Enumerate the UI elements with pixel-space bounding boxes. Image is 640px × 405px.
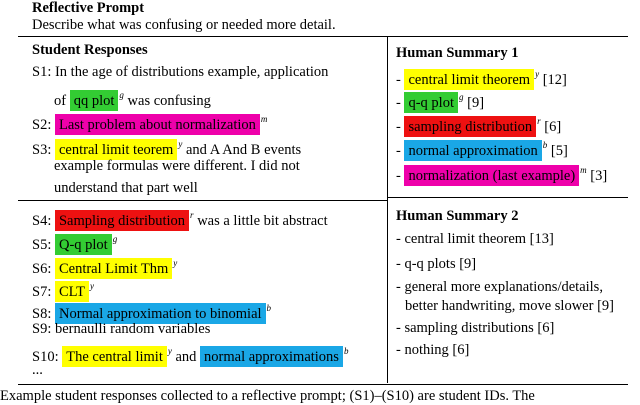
summary2-item: - general more explanations/details, xyxy=(396,279,603,295)
summary2-heading: Human Summary 2 xyxy=(396,208,519,224)
prompt-title: Reflective Prompt xyxy=(32,0,145,16)
highlight-normalization: Last problem about normalization xyxy=(55,114,260,135)
response-s10: S10: The central limit $^y$ and normal approximations $^b$ xyxy=(32,346,349,365)
highlight-normal-approximations: normal approximations xyxy=(200,346,343,367)
response-s1-line2: of qq plot $^g$ was confusing xyxy=(54,90,211,109)
response-s8: S8: Normal approximation to binomial $^b$ xyxy=(32,303,272,322)
summary1-item: - q-q plot $^g$ [9] xyxy=(396,92,485,111)
prompt-text: Describe what was confusing or needed more detail. xyxy=(32,17,336,33)
student-heading: Student Responses xyxy=(32,42,148,58)
response-s6: S6: Central Limit Thm $^y$ xyxy=(32,258,178,277)
summary1-heading: Human Summary 1 xyxy=(396,45,519,61)
column-divider xyxy=(387,36,388,383)
response-s4: S4: Sampling distribution $^r$ was a little bit abstract xyxy=(32,210,328,229)
highlight-clt-short: CLT xyxy=(55,281,89,302)
summary-divider xyxy=(387,197,628,198)
summary1-item: - sampling distribution $^r$ [6] xyxy=(396,116,562,135)
response-s1-line1: S1: In the age of distributions example, application xyxy=(32,64,329,80)
summary1-item: - central limit theorem $^y$ [12] xyxy=(396,69,567,88)
highlight-sampling: Sampling distribution xyxy=(55,210,189,231)
response-s5: S5: Q-q plot $^g$ xyxy=(32,234,118,253)
summary2-item: - nothing [6] xyxy=(396,342,470,358)
student-divider xyxy=(18,200,387,201)
highlight-qq-plot: qq plot xyxy=(70,90,119,111)
reflective-prompt xyxy=(32,0,336,34)
summary2-item: - q-q plots [9] xyxy=(396,256,477,272)
highlight-clt-thm: Central Limit Thm xyxy=(55,258,172,279)
response-s7: S7: CLT $^y$ xyxy=(32,281,95,300)
response-s3-line3: understand that part well xyxy=(54,180,198,196)
summary1-item: - normalization (last example) $^m$ [3] xyxy=(396,165,608,184)
ellipsis: ... xyxy=(32,362,43,378)
highlight-clt: central limit teorem xyxy=(55,139,177,160)
figure-caption: Example student responses collected to a reflective prompt; (S1)–(S10) are student IDs. The xyxy=(0,388,535,404)
summary1-item: - normal approximation $^b$ [5] xyxy=(396,140,568,159)
response-s3-line1: S3: central limit teorem $^y$ and A And B events xyxy=(32,139,302,158)
summary2-item: better handwriting, move slower [9] xyxy=(405,298,614,314)
highlight-central-limit: The central limit xyxy=(62,346,167,367)
response-s2: S2: Last problem about normalization $^m$ xyxy=(32,114,268,133)
response-s9: S9: bernaulli random variables xyxy=(32,321,211,337)
summary2-item: - central limit theorem [13] xyxy=(396,231,554,247)
summary2-item: - sampling distributions [6] xyxy=(396,320,555,336)
response-s3-line2: example formulas were different. I did not xyxy=(54,158,300,174)
highlight-normal-approx: Normal approximation to binomial xyxy=(55,303,266,324)
highlight-q-q-plot: Q-q plot xyxy=(55,234,112,255)
